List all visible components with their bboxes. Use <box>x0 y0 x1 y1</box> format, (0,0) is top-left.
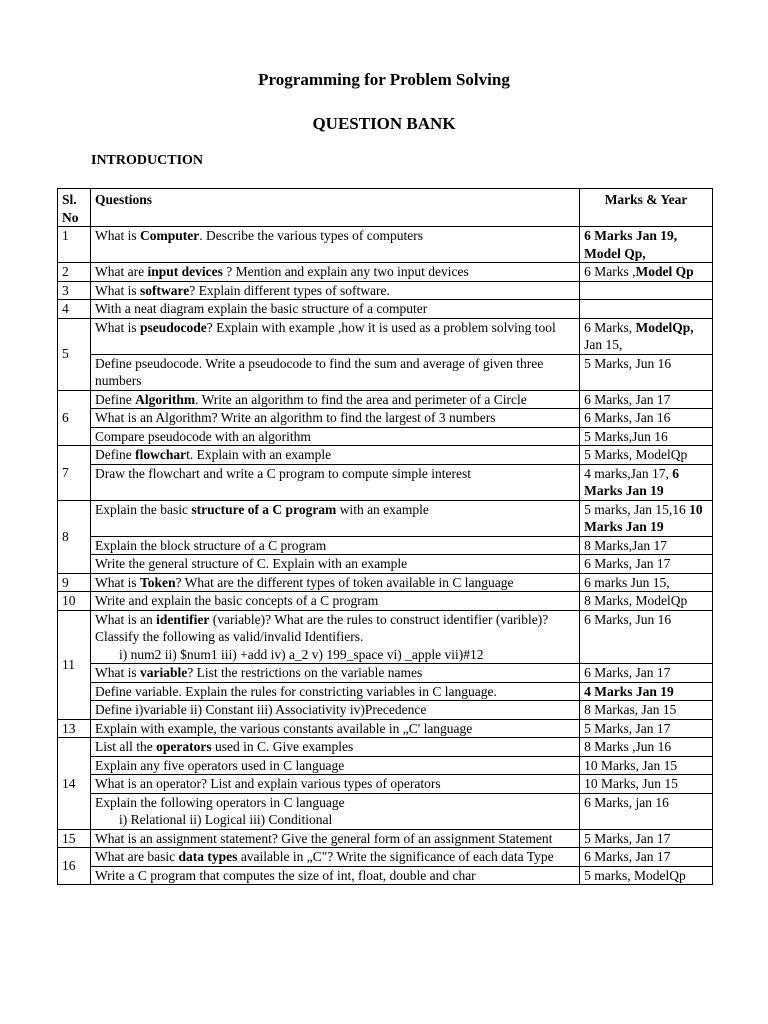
sl-no-cell: 15 <box>58 829 91 848</box>
marks-year-cell <box>580 281 713 300</box>
question-cell: Define i)variable ii) Constant iii) Associativity iv)Precedence <box>90 701 579 720</box>
table-row <box>58 719 713 738</box>
sl-no-cell: 7 <box>58 446 91 501</box>
question-subitem: i) Relational ii) Logical iii) Conditional <box>118 812 333 827</box>
question-cell: What is an Algorithm? Write an algorithm to find the largest of 3 numbers <box>90 409 579 428</box>
marks-year-cell: 8 Markas, Jan 15 <box>580 701 713 720</box>
marks-year-cell: 5 Marks, Jan 17 <box>580 719 713 738</box>
table-row <box>58 682 713 701</box>
section-heading: INTRODUCTION <box>91 153 204 168</box>
question-cell: What is pseudocode? Explain with example ,how it is used as a problem solving tool <box>90 318 579 354</box>
marks-year-cell: 5 Marks,Jun 16 <box>580 427 713 446</box>
header-sl-no: Sl. No <box>58 189 91 227</box>
marks-year-cell: 6 Marks, Jan 17 <box>580 555 713 574</box>
question-cell: Explain any five operators used in C language <box>90 756 579 775</box>
sl-no-cell: 10 <box>58 592 91 611</box>
document-title: Programming for Problem Solving <box>258 70 510 89</box>
marks-year-cell <box>580 300 713 319</box>
question-cell: What is variable? List the restrictions on the variable names <box>90 664 579 683</box>
marks-year-cell: 8 Marks ,Jun 16 <box>580 738 713 757</box>
sl-no-cell: 3 <box>58 281 91 300</box>
marks-year-cell: 6 marks Jun 15, <box>580 573 713 592</box>
marks-year-cell: 4 Marks Jan 19 <box>580 682 713 701</box>
marks-year-cell: 10 Marks, Jun 15 <box>580 775 713 794</box>
question-subitem: i) num2 ii) $num1 iii) +add iv) a_2 v) 199_space vi) _apple vii)#12 <box>118 646 484 662</box>
table-row <box>58 300 713 319</box>
question-table <box>57 188 713 885</box>
marks-year-cell: 6 Marks, ModelQp, Jan 15, <box>580 318 713 354</box>
table-row <box>58 500 713 536</box>
question-cell: What is an assignment statement? Give the general form of an assignment Statement <box>90 829 579 848</box>
marks-year-cell: 5 Marks, ModelQp <box>580 446 713 465</box>
table-row <box>58 536 713 555</box>
sl-no-cell: 14 <box>58 738 91 830</box>
table-row <box>58 573 713 592</box>
header-marks-year: Marks & Year <box>580 189 713 227</box>
marks-year-cell: 8 Marks, ModelQp <box>580 592 713 611</box>
table-row <box>58 756 713 775</box>
marks-year-cell: 5 Marks, Jun 16 <box>580 354 713 390</box>
table-row <box>58 354 713 390</box>
marks-year-cell: 5 Marks, Jan 17 <box>580 829 713 848</box>
header-questions: Questions <box>90 189 579 227</box>
question-cell: Define Algorithm. Write an algorithm to find the area and perimeter of a Circle <box>90 390 579 409</box>
question-cell: Compare pseudocode with an algorithm <box>90 427 579 446</box>
marks-year-cell: 6 Marks, jan 16 <box>580 793 713 829</box>
question-cell: Define variable. Explain the rules for constricting variables in C language. <box>90 682 579 701</box>
sl-no-cell: 8 <box>58 500 91 573</box>
question-cell: Write the general structure of C. Explain with an example <box>90 555 579 574</box>
question-cell: Explain with example, the various constants available in „C' language <box>90 719 579 738</box>
table-row <box>58 848 713 867</box>
sl-no-cell: 2 <box>58 263 91 282</box>
sl-no-cell: 16 <box>58 848 91 885</box>
table-row <box>58 446 713 465</box>
sl-no-cell: 5 <box>58 318 91 390</box>
question-cell: What is an operator? List and explain various types of operators <box>90 775 579 794</box>
question-cell: Write and explain the basic concepts of a C program <box>90 592 579 611</box>
marks-year-cell: 6 Marks Jan 19, Model Qp, <box>580 227 713 263</box>
table-row <box>58 738 713 757</box>
question-cell: Explain the following operators in C language i) Relational ii) Logical iii) Conditional <box>90 793 579 829</box>
sl-no-cell: 11 <box>58 610 91 719</box>
table-row <box>58 701 713 720</box>
question-cell: Explain the block structure of a C program <box>90 536 579 555</box>
table-row <box>58 866 713 885</box>
table-row <box>58 427 713 446</box>
table-body <box>58 227 713 885</box>
sl-no-cell: 13 <box>58 719 91 738</box>
sl-no-cell: 9 <box>58 573 91 592</box>
document-subtitle: QUESTION BANK <box>312 114 456 133</box>
table-row <box>58 592 713 611</box>
table-row <box>58 318 713 354</box>
marks-year-cell: 6 Marks, Jan 17 <box>580 390 713 409</box>
marks-year-cell: 5 marks, Jan 15,16 10 Marks Jan 19 <box>580 500 713 536</box>
question-cell: List all the operators used in C. Give examples <box>90 738 579 757</box>
question-cell: What is an identifier (variable)? What are the rules to construct identifier (varible)? Classify the following as valid/invalid Identifiers. i) num2 ii) $num1 iii) +add iv) a_2 v) 199_space vi) _apple vii)#12 <box>90 610 579 664</box>
question-cell: Define pseudocode. Write a pseudocode to find the sum and average of given three numbers <box>90 354 579 390</box>
marks-year-cell: 6 Marks, Jan 16 <box>580 409 713 428</box>
marks-year-cell: 6 Marks, Jan 17 <box>580 848 713 867</box>
question-cell: With a neat diagram explain the basic structure of a computer <box>90 300 579 319</box>
table-row <box>58 775 713 794</box>
question-cell: What is software? Explain different types of software. <box>90 281 579 300</box>
table-row <box>58 227 713 263</box>
marks-year-cell: 6 Marks ,Model Qp <box>580 263 713 282</box>
marks-year-cell: 4 marks,Jan 17, 6 Marks Jan 19 <box>580 464 713 500</box>
sl-no-cell: 1 <box>58 227 91 263</box>
table-row <box>58 664 713 683</box>
question-cell: Write a C program that computes the size of int, float, double and char <box>90 866 579 885</box>
table-row <box>58 829 713 848</box>
marks-year-cell: 5 marks, ModelQp <box>580 866 713 885</box>
table-row <box>58 555 713 574</box>
question-cell: What is Computer. Describe the various types of computers <box>90 227 579 263</box>
table-row <box>58 464 713 500</box>
question-cell: Explain the basic structure of a C program with an example <box>90 500 579 536</box>
table-row <box>58 263 713 282</box>
table-row <box>58 610 713 664</box>
table-row <box>58 281 713 300</box>
question-cell: What are basic data types available in „C"? Write the significance of each data Type <box>90 848 579 867</box>
question-cell: What are input devices ? Mention and explain any two input devices <box>90 263 579 282</box>
marks-year-cell: 6 Marks, Jun 16 <box>580 610 713 664</box>
table-row <box>58 793 713 829</box>
table-row <box>58 390 713 409</box>
question-cell: What is Token? What are the different types of token available in C language <box>90 573 579 592</box>
marks-year-cell: 6 Marks, Jan 17 <box>580 664 713 683</box>
table-header-row <box>58 189 713 227</box>
sl-no-cell: 6 <box>58 390 91 446</box>
question-cell: Draw the flowchart and write a C program to compute simple interest <box>90 464 579 500</box>
question-cell: Define flowchart. Explain with an example <box>90 446 579 465</box>
marks-year-cell: 8 Marks,Jan 17 <box>580 536 713 555</box>
marks-year-cell: 10 Marks, Jan 15 <box>580 756 713 775</box>
table-row <box>58 409 713 428</box>
sl-no-cell: 4 <box>58 300 91 319</box>
